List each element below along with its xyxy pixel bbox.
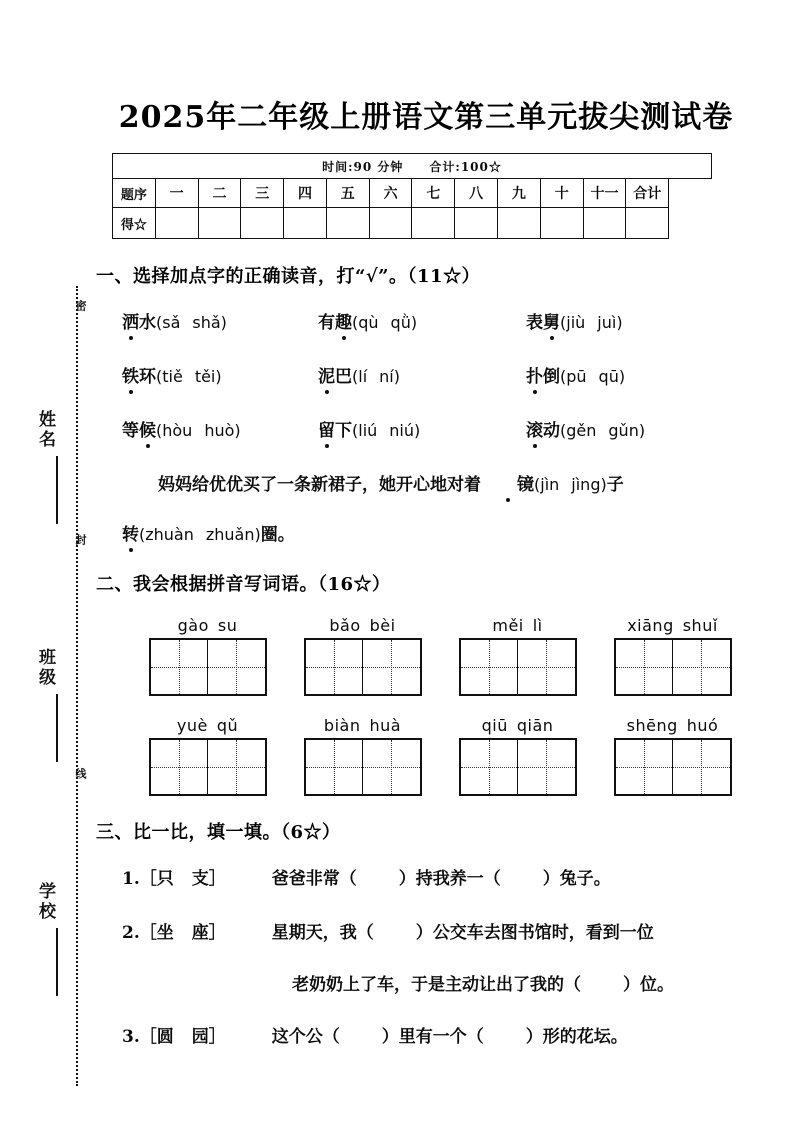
bracket-close: ］ <box>208 869 226 889</box>
dotted-character: 趣 <box>335 308 352 333</box>
score-col-8: 八 <box>455 179 498 208</box>
pinyin-choice-row-1 <box>122 308 742 333</box>
dotted-character: 镜 <box>481 470 534 495</box>
pinyin-option-a[interactable]: sǎ <box>162 313 181 332</box>
tianzige-cell[interactable] <box>306 640 363 694</box>
tianzige-cell[interactable] <box>151 640 208 694</box>
score-col-1: 一 <box>155 179 198 208</box>
tianzige-box[interactable] <box>614 738 732 796</box>
character-options <box>140 918 272 943</box>
sentence-part-a: 星期天，我（ <box>271 923 374 943</box>
bracket-close: ］ <box>208 923 226 943</box>
sentence-part-c: ）兔子。 <box>542 869 611 889</box>
tianzige-cell[interactable] <box>461 640 518 694</box>
score-cell-10[interactable] <box>540 208 583 239</box>
sentence-text: 妈妈给优优买了一条新裙子，她开心地对着 <box>158 475 481 495</box>
pinyin-syllable-2: qǔ <box>216 716 239 735</box>
option-char-a[interactable]: 圆 <box>156 1027 174 1047</box>
pinyin-syllable-1: bǎo <box>329 616 361 635</box>
option-char-a[interactable]: 坐 <box>156 923 174 943</box>
pinyin-option-b[interactable]: juì <box>597 313 617 332</box>
option-char-a[interactable]: 只 <box>156 869 174 889</box>
pinyin-choice-item[interactable]: 铁环(tiě těi) <box>122 362 318 387</box>
score-col-11: 十一 <box>583 179 626 208</box>
pinyin-option-b[interactable]: qū <box>598 367 619 386</box>
score-col-2: 二 <box>198 179 241 208</box>
student-class-label: 班级 <box>35 648 55 688</box>
seal-mark-mi: 密 <box>74 300 87 312</box>
word-prefix: 有 <box>318 313 335 333</box>
pinyin-option-b[interactable]: jìng <box>571 475 601 494</box>
pinyin-choice-item[interactable]: 泥巴(lí ní) <box>318 362 526 387</box>
pinyin-option-b[interactable]: niú <box>389 421 415 440</box>
compare-fill-item-2[interactable] <box>122 918 762 943</box>
student-name-field[interactable] <box>24 410 58 524</box>
pinyin-choice-item[interactable]: 等候(hòu huò) <box>122 416 318 441</box>
tianzige-cell[interactable] <box>672 740 730 794</box>
sentence-part-b: ）公交车去图书馆时，看到一位 <box>415 923 654 943</box>
item-number: 3. <box>122 1027 140 1047</box>
score-col-total: 合计 <box>626 179 669 208</box>
seal-mark-xian: 线 <box>74 768 87 780</box>
student-school-label: 学校 <box>35 882 55 922</box>
write-word-group[interactable] <box>440 616 595 696</box>
tianzige-cell[interactable] <box>362 640 420 694</box>
word-suffix: 环 <box>139 367 156 387</box>
tianzige-cell[interactable] <box>151 740 208 794</box>
tianzige-cell[interactable] <box>517 640 575 694</box>
pinyin-syllable-1: xiāng <box>627 616 674 635</box>
pinyin-option-a[interactable]: tiě <box>162 367 183 386</box>
pinyin-syllable-1: qiū <box>481 716 508 735</box>
tianzige-cell[interactable] <box>461 740 518 794</box>
tianzige-cell[interactable] <box>362 740 420 794</box>
score-cell-11[interactable] <box>583 208 626 239</box>
tianzige-box[interactable] <box>149 638 267 696</box>
bracket-close: ］ <box>208 1027 226 1047</box>
pinyin-prompt <box>458 616 578 635</box>
score-table-row-label-order: 题序 <box>113 179 156 208</box>
score-col-9: 九 <box>498 179 541 208</box>
sentence-part-a: 这个公（ <box>271 1027 340 1047</box>
compare-fill-item-3[interactable] <box>122 1022 762 1047</box>
sentence-part-c: 老奶奶上了车，于是主动让出了我的（ <box>292 975 581 995</box>
pinyin-prompt <box>148 616 268 635</box>
pinyin-prompt <box>303 716 423 735</box>
pinyin-sentence-line-1[interactable]: 妈妈给优优买了一条新裙子，她开心地对着 镜(jìn jìng)子 <box>122 470 762 495</box>
sentence-part-b: ）里有一个（ <box>381 1027 484 1047</box>
dotted-character: 留 <box>318 416 335 441</box>
tianzige-cell[interactable] <box>207 740 265 794</box>
pinyin-prompt <box>613 716 733 735</box>
section-2-heading: 二、我会根据拼音写词语。（16☆） <box>96 574 391 595</box>
write-word-group[interactable] <box>440 716 595 796</box>
pinyin-option-a[interactable]: hòu <box>162 421 193 440</box>
section-3-heading: 三、比一比，填一填。（6☆） <box>96 822 341 843</box>
tianzige-box[interactable] <box>459 738 577 796</box>
pinyin-prompt <box>613 616 733 635</box>
student-name-label: 姓名 <box>35 410 55 450</box>
word-suffix: 倒 <box>543 367 560 387</box>
page-title: 2025年二年级上册语文第三单元拔尖测试卷 <box>118 100 734 135</box>
score-table <box>112 153 712 239</box>
write-word-group[interactable] <box>595 716 750 796</box>
sentence-with-blanks[interactable] <box>272 864 611 889</box>
score-col-7: 七 <box>412 179 455 208</box>
tianzige-box[interactable] <box>304 638 422 696</box>
write-word-group[interactable] <box>130 616 285 696</box>
pinyin-choice-item[interactable]: 扑倒(pū qū) <box>526 362 722 387</box>
sentence-part-b: ）持我养一（ <box>398 869 501 889</box>
tianzige-box[interactable] <box>459 638 577 696</box>
seal-mark-feng: 封 <box>74 534 87 546</box>
score-col-3: 三 <box>241 179 284 208</box>
dotted-character: 滚 <box>526 416 543 441</box>
pinyin-option-a[interactable]: zhuàn <box>145 525 194 544</box>
pinyin-syllable-1: měi <box>492 616 524 635</box>
tianzige-cell[interactable] <box>616 740 673 794</box>
tianzige-cell[interactable] <box>517 740 575 794</box>
dotted-character: 洒 <box>122 308 139 333</box>
pinyin-option-a[interactable]: qù <box>358 313 379 332</box>
pinyin-option-a[interactable]: liú <box>358 421 378 440</box>
word-suffix: 水 <box>139 313 156 333</box>
sentence-part-d: ）位。 <box>623 975 674 995</box>
sentence-part-a: 爸爸非常（ <box>271 869 357 889</box>
pinyin-syllable-2: lì <box>532 616 543 635</box>
option-char-b[interactable]: 支 <box>191 869 209 889</box>
section-1-heading: 一、选择加点字的正确读音，打“√”。（11☆） <box>96 266 481 287</box>
pinyin-choice-item[interactable]: 留下(liú niú) <box>318 416 526 441</box>
pinyin-choice-item[interactable]: 表舅(jiù juì) <box>526 308 722 333</box>
character-options <box>140 1022 272 1047</box>
score-cell-5[interactable] <box>326 208 369 239</box>
dotted-character: 铁 <box>122 362 139 387</box>
score-col-4: 四 <box>284 179 327 208</box>
compare-fill-item-2-continued[interactable] <box>122 970 762 995</box>
pinyin-choice-item[interactable]: 滚动(gěn gǔn) <box>526 416 722 441</box>
exam-total-points: 合计:100☆ <box>429 159 502 174</box>
student-school-rule <box>56 928 58 996</box>
pinyin-choice-row-2 <box>122 362 742 387</box>
score-table-score-row <box>113 208 712 239</box>
option-char-b[interactable]: 园 <box>191 1027 209 1047</box>
pinyin-option-b[interactable]: qǜ <box>390 313 411 332</box>
compare-fill-item-1[interactable] <box>122 864 762 889</box>
score-table-meta-row <box>113 154 712 179</box>
sentence-text-tail: 子 <box>606 475 624 495</box>
pinyin-prompt <box>458 716 578 735</box>
pinyin-prompt <box>303 616 423 635</box>
score-cell-2[interactable] <box>198 208 241 239</box>
pinyin-option-a[interactable]: gěn <box>566 421 597 440</box>
score-cell-1[interactable] <box>155 208 198 239</box>
bracket-open: ［ <box>139 1027 157 1047</box>
dotted-character: 候 <box>139 416 156 441</box>
score-cell-9[interactable] <box>498 208 541 239</box>
option-char-b[interactable]: 座 <box>191 923 209 943</box>
word-suffix: 巴 <box>335 367 352 387</box>
score-cell-7[interactable] <box>412 208 455 239</box>
pinyin-option-a[interactable]: jiù <box>566 313 586 332</box>
bracket-open: ［ <box>139 923 157 943</box>
tianzige-box[interactable] <box>304 738 422 796</box>
tianzige-cell[interactable] <box>672 640 730 694</box>
score-cell-4[interactable] <box>284 208 327 239</box>
pinyin-option-a[interactable]: lí <box>358 367 368 386</box>
pinyin-choice-item[interactable]: 洒水(sǎ shǎ) <box>122 308 318 333</box>
write-word-row-1 <box>130 616 750 696</box>
pinyin-option-a[interactable]: jìn <box>540 475 560 494</box>
word-suffix: 动 <box>543 421 560 441</box>
score-cell-8[interactable] <box>455 208 498 239</box>
pinyin-syllable-1: biàn <box>323 716 361 735</box>
tianzige-box[interactable] <box>614 638 732 696</box>
pinyin-option-b[interactable]: shǎ <box>192 313 221 332</box>
student-name-rule <box>56 456 58 524</box>
word-prefix: 表 <box>526 313 543 333</box>
item-number: 1. <box>122 869 140 889</box>
pinyin-syllable-2: qiān <box>516 716 554 735</box>
exam-duration: 时间:90 分钟 <box>322 159 404 174</box>
bracket-open: ［ <box>139 869 157 889</box>
score-cell-total[interactable] <box>626 208 669 239</box>
pinyin-sentence-line-2[interactable]: 转(zhuàn zhuǎn)圈。 <box>122 520 762 545</box>
word-suffix: 下 <box>335 421 352 441</box>
pinyin-choice-item[interactable]: 有趣(qù qǜ) <box>318 308 526 333</box>
pinyin-option-b[interactable]: těi <box>194 367 216 386</box>
seal-margin <box>0 0 96 1122</box>
pinyin-syllable-2: shuǐ <box>682 616 718 635</box>
write-word-group[interactable] <box>285 616 440 696</box>
write-word-group[interactable] <box>285 716 440 796</box>
word-prefix: 等 <box>122 421 139 441</box>
student-school-field[interactable] <box>24 882 58 996</box>
pinyin-syllable-1: gào <box>177 616 209 635</box>
character-options <box>140 864 272 889</box>
tianzige-cell[interactable] <box>616 640 673 694</box>
tianzige-box[interactable] <box>149 738 267 796</box>
pinyin-option-a[interactable]: pū <box>566 367 587 386</box>
dotted-character: 扑 <box>526 362 543 387</box>
score-table-row-label-score: 得☆ <box>113 208 156 239</box>
score-col-5: 五 <box>326 179 369 208</box>
score-cell-3[interactable] <box>241 208 284 239</box>
pinyin-syllable-2: huà <box>369 716 402 735</box>
pinyin-syllable-1: shēng <box>626 716 678 735</box>
write-word-group[interactable] <box>595 616 750 696</box>
dotted-character: 转 <box>122 520 139 545</box>
pinyin-option-b[interactable]: huò <box>204 421 235 440</box>
sentence-part-c: ）形的花坛。 <box>525 1027 628 1047</box>
sentence-with-blanks[interactable] <box>272 1022 628 1047</box>
pinyin-option-b[interactable]: gǔn <box>608 421 639 440</box>
score-table-header-row <box>113 179 712 208</box>
pinyin-option-b[interactable]: ní <box>379 367 394 386</box>
pinyin-choice-row-3 <box>122 416 742 441</box>
pinyin-syllable-2: huó <box>686 716 719 735</box>
score-col-6: 六 <box>369 179 412 208</box>
tianzige-cell[interactable] <box>306 740 363 794</box>
score-col-10: 十 <box>540 179 583 208</box>
tianzige-cell[interactable] <box>207 640 265 694</box>
sentence-with-blanks[interactable] <box>272 918 654 943</box>
student-class-field[interactable] <box>24 648 58 762</box>
dotted-character: 舅 <box>543 308 560 333</box>
write-word-group[interactable] <box>130 716 285 796</box>
pinyin-syllable-2: su <box>217 616 238 635</box>
pinyin-option-b[interactable]: zhuǎn <box>205 525 255 544</box>
pinyin-syllable-1: yuè <box>176 716 208 735</box>
score-cell-6[interactable] <box>369 208 412 239</box>
seal-dotted-line <box>76 286 78 1086</box>
write-word-row-2 <box>130 716 750 796</box>
dotted-character: 泥 <box>318 362 335 387</box>
student-class-rule <box>56 694 58 762</box>
sentence-text-tail: 圈。 <box>260 525 295 545</box>
pinyin-syllable-2: bèi <box>369 616 396 635</box>
pinyin-prompt <box>148 716 268 735</box>
item-number: 2. <box>122 923 140 943</box>
score-table-meta-cell <box>113 154 712 179</box>
